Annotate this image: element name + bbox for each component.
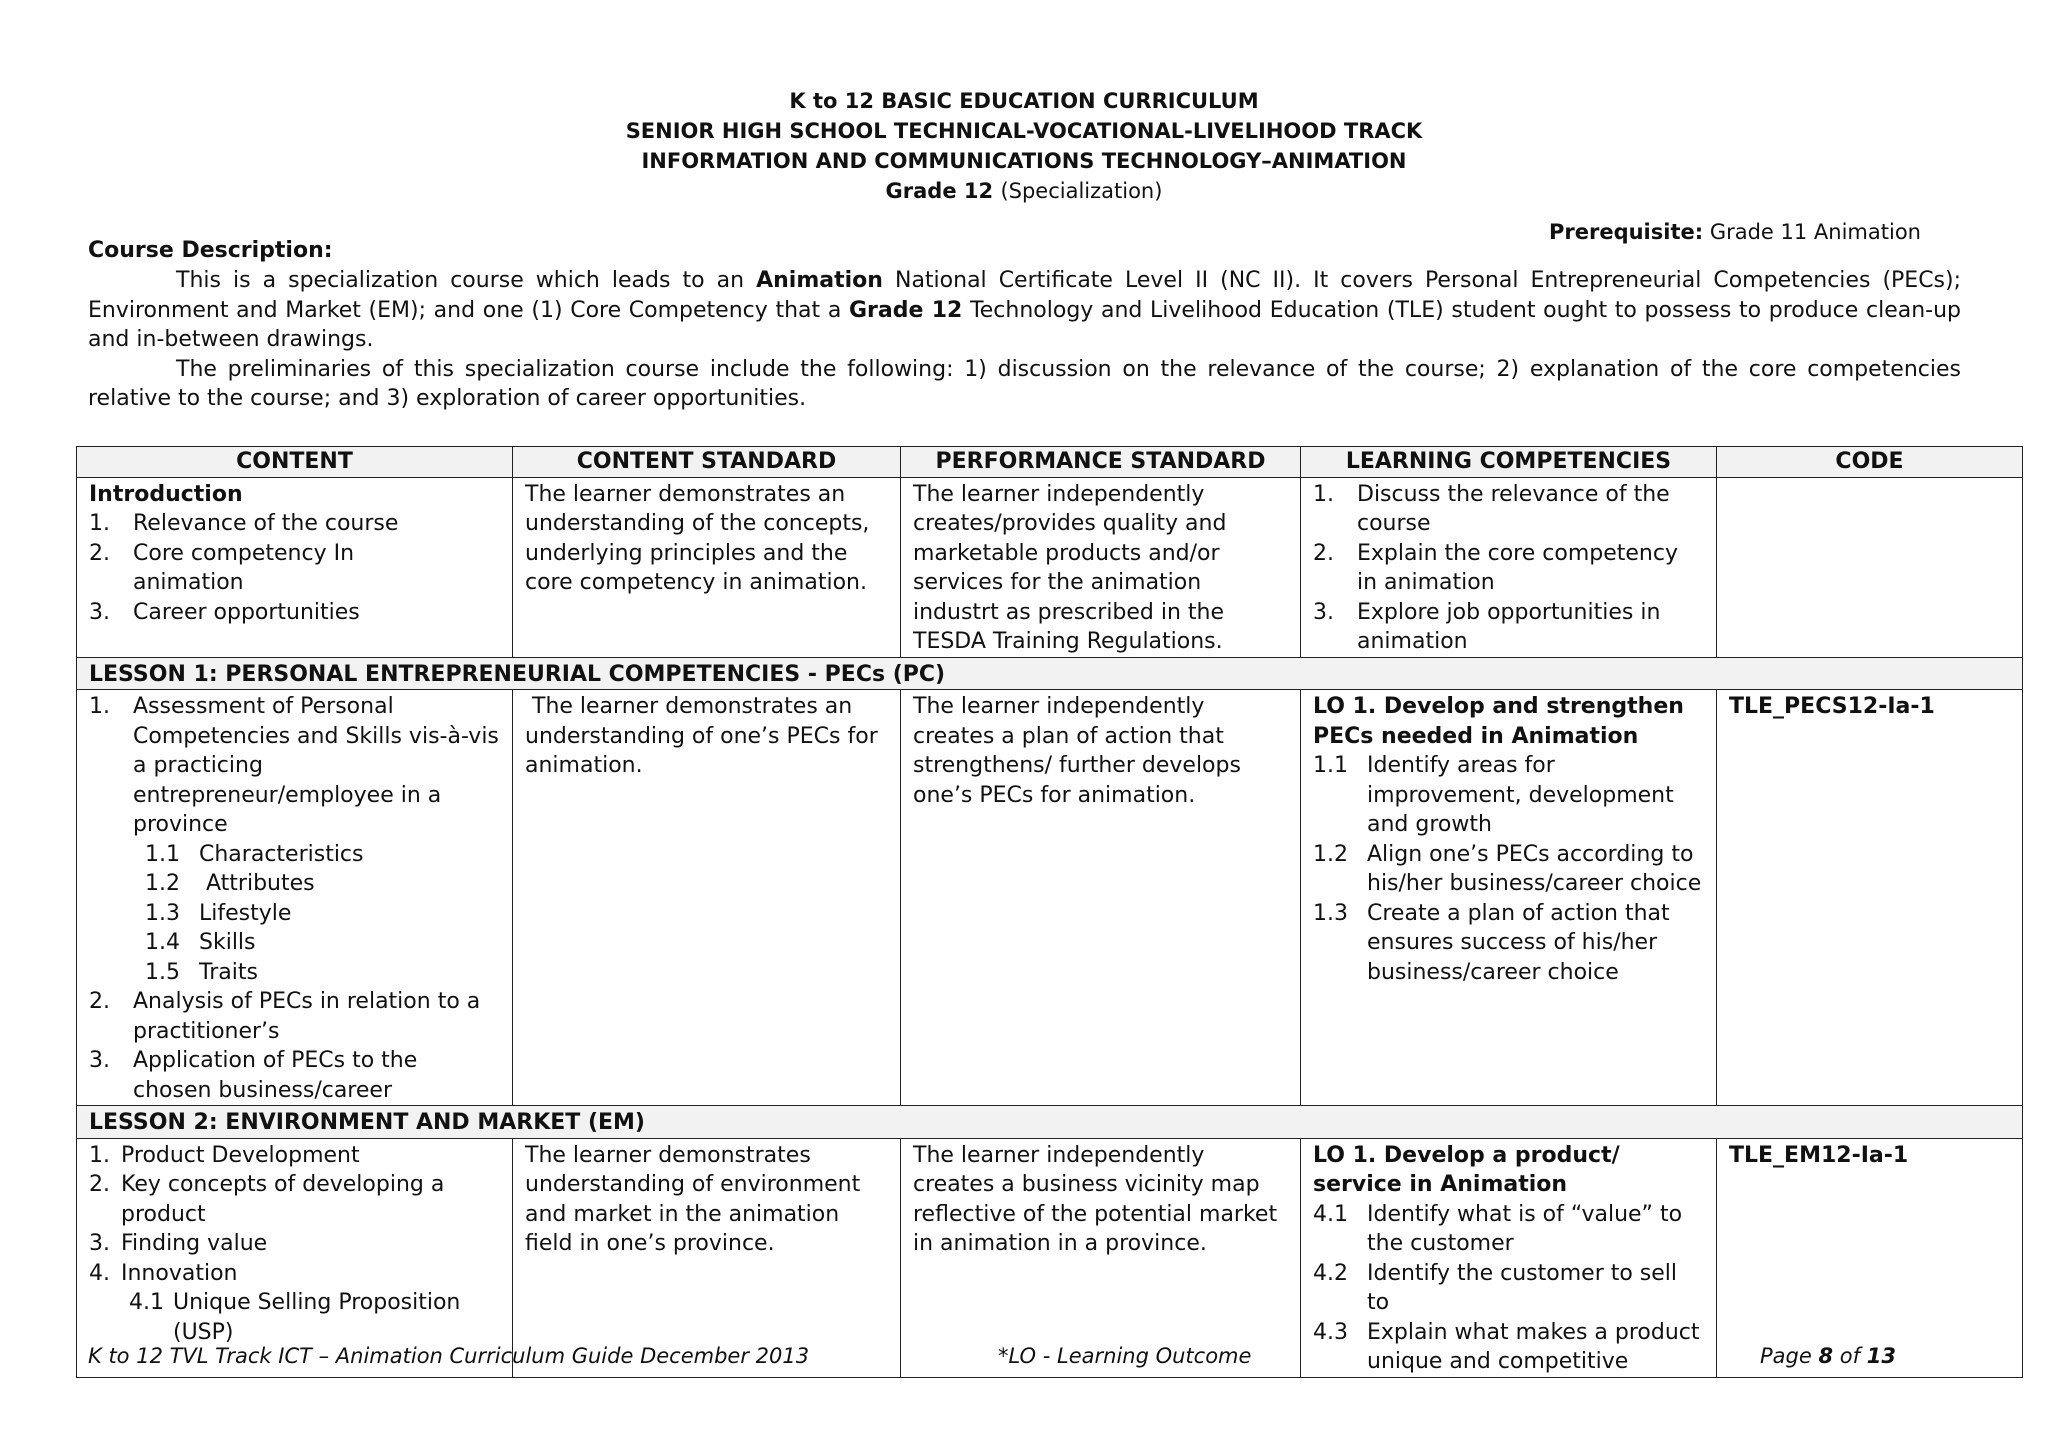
item-number: 2.	[1313, 540, 1334, 566]
desc-bold: Animation	[756, 268, 883, 293]
list-item	[1313, 1318, 1704, 1377]
list-item	[1313, 598, 1704, 657]
item-text: Key concepts of developing a product	[121, 1172, 445, 1227]
item-number: 1.	[89, 694, 110, 719]
item-number: 1.3	[1313, 900, 1348, 926]
list-subitem	[89, 1288, 500, 1347]
item-number: 1.1	[1313, 753, 1348, 778]
item-text: Analysis of PECs in relation to a practitioner’s	[133, 989, 481, 1044]
table-row-lesson-2	[77, 1138, 2023, 1377]
table-row-lesson-1	[77, 690, 2023, 1106]
item-number: 3.	[89, 1231, 110, 1256]
lesson-1-lo-title: LO 1. Develop and strengthen PECs needed in Animation	[1313, 694, 1684, 749]
list-item	[1313, 751, 1704, 840]
item-text: Explain what makes a product unique and competitive	[1367, 1319, 1700, 1374]
item-text: Traits	[199, 959, 258, 985]
item-number: 1.2	[145, 871, 180, 896]
lesson-2-header-row	[77, 1106, 2023, 1139]
col-header-content: CONTENT	[77, 447, 513, 478]
list-item	[1313, 899, 1704, 988]
item-number: 1.3	[145, 900, 180, 926]
header-line-3: INFORMATION AND COMMUNICATIONS TECHNOLOGY–ANIMATION	[641, 149, 1407, 173]
list-item	[1313, 539, 1704, 598]
desc-text: National Certificate Level II (NC II). It covers Personal Entrepreneurial Competencies (PECs); Environment and Market (EM); and one (1) Core Competency that a	[88, 268, 1962, 323]
grade-specialization: (Specialization)	[1000, 179, 1163, 203]
lesson-2-performance-standard: The learner independently creates a business vicinity map reflective of the potential market in animation in a province.	[901, 1138, 1301, 1377]
list-item	[1313, 1259, 1704, 1318]
lesson-2-lo-title: LO 1. Develop a product/ service in Animation	[1313, 1142, 1620, 1197]
item-text: Create a plan of action that ensures success of his/her business/career choice	[1367, 900, 1670, 985]
list-item	[89, 1141, 500, 1171]
item-text: Skills	[199, 930, 256, 955]
list-subitem	[89, 928, 500, 958]
lesson-1-title: LESSON 1: PERSONAL ENTREPRENEURIAL COMPETENCIES - PECs (PC)	[77, 657, 2023, 690]
item-number: 3.	[89, 1048, 110, 1073]
item-number: 1.	[1313, 481, 1334, 507]
item-text: Core competency In animation	[133, 540, 355, 595]
table-header-row	[77, 447, 2023, 478]
item-text: Innovation	[121, 1260, 238, 1286]
item-text: Discuss the relevance of the course	[1357, 481, 1670, 536]
item-text: Characteristics	[199, 841, 364, 867]
item-text: Align one’s PECs according to his/her business/career choice	[1367, 841, 1702, 896]
header-grade	[0, 176, 2048, 206]
page-total: 13	[1866, 1344, 1896, 1368]
col-header-code: CODE	[1717, 447, 2023, 478]
item-text: Lifestyle	[199, 900, 292, 926]
intro-competencies	[1301, 477, 1717, 657]
lesson-2-competencies	[1301, 1138, 1717, 1377]
item-number: 3.	[1313, 599, 1334, 625]
list-subitem	[89, 840, 500, 870]
footer-center: *LO - Learning Outcome	[998, 1344, 1252, 1368]
item-number: 4.1	[129, 1290, 164, 1315]
course-description-title: Course Description:	[88, 238, 333, 263]
table-row-introduction	[77, 477, 2023, 657]
item-number: 1.5	[145, 959, 180, 985]
page-of: of	[1839, 1344, 1861, 1368]
item-number: 2.	[89, 540, 110, 566]
item-text: Application of PECs to the chosen business/career	[133, 1048, 418, 1103]
list-subitem	[89, 958, 500, 988]
list-item	[89, 598, 500, 628]
course-description	[88, 266, 1961, 414]
item-number: 1.	[89, 1142, 110, 1168]
intro-content	[77, 477, 513, 657]
lesson-2-code: TLE_EM12-Ia-1	[1717, 1138, 2023, 1377]
list-item	[89, 1046, 500, 1105]
lesson-1-performance-standard: The learner independently creates a plan of action that strengthens/ further develops one’s PECs for animation.	[901, 690, 1301, 1106]
lesson-1-competencies	[1301, 690, 1717, 1106]
intro-title: Introduction	[89, 481, 243, 507]
item-text: Finding value	[121, 1231, 268, 1256]
item-number: 2.	[89, 1172, 110, 1197]
lesson-2-title: LESSON 2: ENVIRONMENT AND MARKET (EM)	[77, 1106, 2023, 1139]
item-number: 1.1	[145, 841, 180, 867]
col-header-performance-standard: PERFORMANCE STANDARD	[901, 447, 1301, 478]
intro-code	[1717, 477, 2023, 657]
item-text: Product Development	[121, 1142, 360, 1168]
page-number: 8	[1818, 1344, 1834, 1368]
footer-page	[1760, 1344, 1896, 1368]
list-item	[89, 692, 500, 840]
footer-left: K to 12 TVL Track ICT – Animation Curriculum Guide December 2013	[88, 1344, 810, 1368]
desc-text: Technology and Livelihood Education (TLE) student ought to possess to produce clean-up and in-between drawings.	[88, 297, 1961, 352]
lesson-1-content-standard: The learner demonstrates an understanding of one’s PECs for animation.	[513, 690, 901, 1106]
list-item	[89, 1229, 500, 1259]
desc-bold: Grade 12	[848, 297, 963, 323]
item-text: Relevance of the course	[133, 511, 399, 536]
item-text: Explore job opportunities in animation	[1357, 599, 1661, 654]
list-item	[89, 1170, 500, 1229]
item-number: 1.	[89, 511, 110, 536]
item-text: Assessment of Personal Competencies and Skills vis-à-vis a practicing entrepreneur/employee in a province	[133, 694, 499, 837]
lesson-1-content	[77, 690, 513, 1106]
page-label: Page	[1760, 1344, 1812, 1368]
header-line-2: SENIOR HIGH SCHOOL TECHNICAL-VOCATIONAL-LIVELIHOOD TRACK	[625, 119, 1423, 143]
item-number: 4.3	[1313, 1319, 1348, 1345]
lesson-2-content	[77, 1138, 513, 1377]
list-subitem	[89, 899, 500, 929]
curriculum-table	[76, 446, 2023, 1378]
lesson-1-code: TLE_PECS12-Ia-1	[1717, 690, 2023, 1106]
item-number: 4.1	[1313, 1201, 1348, 1227]
list-subitem	[89, 869, 500, 899]
grade-label: Grade 12	[885, 179, 994, 203]
list-item	[89, 987, 500, 1046]
item-number: 4.2	[1313, 1260, 1348, 1286]
description-paragraph-2: The preliminaries of this specialization course include the following: 1) discussion on the relevance of the course; 2) explanation of the core competencies relative to the course; and 3) exploration of career opportunities.	[88, 356, 1961, 411]
desc-text: This is a specialization course which leads to an	[176, 268, 745, 293]
item-number: 1.2	[1313, 841, 1348, 867]
item-text: Identify areas for improvement, development and growth	[1367, 753, 1674, 837]
list-item	[89, 539, 500, 598]
item-number: 4.	[89, 1260, 110, 1286]
col-header-learning-competencies: LEARNING COMPETENCIES	[1301, 447, 1717, 478]
col-header-content-standard: CONTENT STANDARD	[513, 447, 901, 478]
intro-content-standard: The learner demonstrates an understanding of the concepts, underlying principles and the core competency in animation.	[513, 477, 901, 657]
intro-performance-standard: The learner independently creates/provides quality and marketable products and/or services for the animation industrt as prescribed in the TESDA Training Regulations.	[901, 477, 1301, 657]
item-text: Identify the customer to sell to	[1367, 1260, 1678, 1315]
prerequisite	[1549, 220, 1921, 244]
item-text: Unique Selling Proposition (USP)	[173, 1290, 461, 1345]
item-text: Attributes	[199, 871, 315, 896]
item-number: 2.	[89, 989, 110, 1014]
item-number: 1.4	[145, 930, 180, 955]
item-text: Career opportunities	[133, 599, 360, 625]
list-item	[1313, 840, 1704, 899]
lesson-1-header-row	[77, 657, 2023, 690]
description-paragraph-1	[88, 266, 1961, 355]
list-item	[89, 1259, 500, 1289]
list-item	[1313, 1200, 1704, 1259]
list-item	[89, 509, 500, 539]
prerequisite-value: Grade 11 Animation	[1709, 220, 1921, 244]
item-text: Explain the core competency in animation	[1357, 540, 1678, 595]
header-line-1: K to 12 BASIC EDUCATION CURRICULUM	[789, 89, 1259, 113]
lesson-2-content-standard: The learner demonstrates understanding of environment and market in the animation field in one’s province.	[513, 1138, 901, 1377]
item-text: Identify what is of “value” to the customer	[1367, 1201, 1683, 1256]
item-number: 3.	[89, 599, 110, 625]
list-item	[1313, 480, 1704, 539]
document-header	[0, 86, 2048, 206]
prerequisite-label: Prerequisite:	[1548, 220, 1704, 244]
